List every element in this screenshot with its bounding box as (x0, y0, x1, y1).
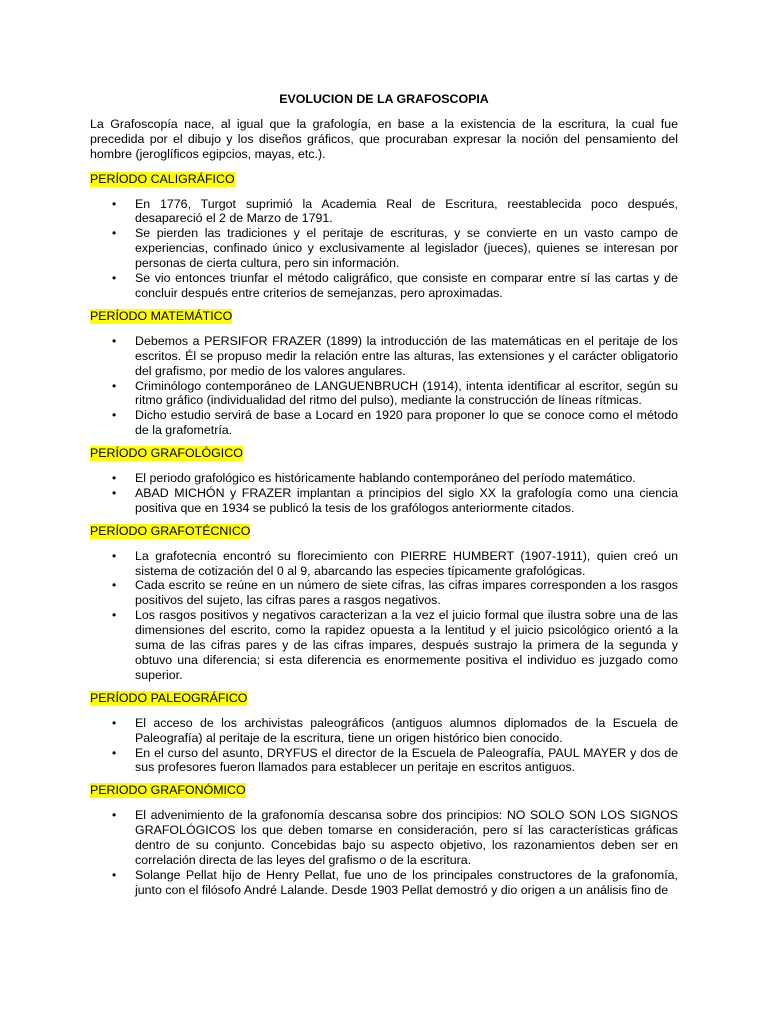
document-page (90, 92, 678, 906)
bullet-icon: • (112, 196, 117, 211)
bullet-item (90, 271, 678, 301)
bullet-item (90, 334, 678, 379)
bullet-text: Los rasgos positivos y negativos caracterizan a la vez el juicio formal que ilustra sobre una de las dimensiones del escrito, como la rapidez opuesta a la lentitud y el juicio psicológico orientó a la suma de las cifras pares y de las cifras impares, después sustrajo la primera de la segunda y obtuvo una diferencia; si esta diferencia es enormemente positiva el individuo es juzgado como superior. (135, 608, 678, 682)
bullet-text: Se pierden las tradiciones y el peritaje de escrituras, y se convierte en un vasto campo de experiencias, confinado único y exclusivamente al legislador (jueces), quienes se interesan por personas de cierta cultura, pero sin información. (135, 226, 678, 271)
bullet-text: Debemos a PERSIFOR FRAZER (1899) la introducción de las matemáticas en el peritaje de los escritos. Él se propuso medir la relación entre las alturas, las extensiones y el carácter obligatorio del grafismo, por medio de los valores angulares. (135, 333, 678, 378)
bullet-icon: • (112, 548, 117, 563)
bullet-item (90, 549, 678, 579)
section (90, 309, 678, 438)
bullet-item (90, 408, 678, 438)
bullet-list (90, 716, 678, 776)
bullet-text: En el curso del asunto, DRYFUS el director de la Escuela de Paleografía, PAUL MAYER y dos de sus profesores fueron llamados para establecer un peritaje en escritos antiguos. (135, 745, 678, 775)
section (90, 446, 678, 516)
bullet-icon: • (112, 745, 117, 760)
bullet-item (90, 868, 678, 898)
bullet-text: Solange Pellat hijo de Henry Pellat, fue uno de los principales constructores de la grafonomía, junto con el filósofo André Lalande. Desde 1903 Pellat demostró y dio origen a un análisis fino de (135, 867, 678, 897)
section (90, 691, 678, 776)
bullet-list (90, 197, 678, 301)
section (90, 783, 678, 897)
bullet-text: El acceso de los archivistas paleográficos (antiguos alumnos diplomados de la Escuela de Paleografía) al peritaje de la escritura, tiene un origen histórico bien conocido. (135, 715, 678, 745)
section-heading: PERÍODO GRAFOLÓGICO (90, 446, 243, 461)
bullet-icon: • (112, 271, 117, 286)
bullet-icon: • (112, 408, 117, 423)
bullet-item (90, 808, 678, 868)
section-heading: PERÍODO MATEMÁTICO (90, 308, 233, 323)
bullet-text: Se vio entonces triunfar el método caligráfico, que consiste en comparar entre sí las cartas y de concluir después entre criterios de semejanzas, pero aproximadas. (135, 271, 678, 300)
bullet-item (90, 471, 678, 486)
bullet-item (90, 746, 678, 776)
section-heading: PERÍODO GRAFOTÉCNICO (90, 523, 251, 538)
bullet-text: ABAD MICHÓN y FRAZER implantan a principios del siglo XX la grafología como una ciencia positiva que en 1934 se publicó la tesis de los grafólogos anteriormente citados. (135, 485, 678, 515)
bullet-list (90, 471, 678, 516)
bullet-icon: • (112, 608, 117, 623)
bullet-list (90, 334, 678, 438)
bullet-icon: • (112, 226, 117, 241)
bullet-text: Cada escrito se reúne en un número de siete cifras, las cifras impares corresponden a los rasgos positivos del sujeto, las cifras pares a rasgos negativos. (135, 578, 678, 608)
bullet-icon: • (112, 485, 117, 500)
bullet-item (90, 486, 678, 516)
section-heading: PERÍODO PALEOGRÁFICO (90, 690, 248, 705)
sections-container (90, 172, 678, 898)
bullet-icon: • (112, 808, 117, 823)
bullet-text: Criminólogo contemporáneo de LANGUENBRUCH (1914), intenta identificar al escritor, según su ritmo gráfico (individualidad del ritmo del pulso), mediante la construcción de líneas rítmicas. (135, 378, 678, 408)
section-heading: PERIODO GRAFONÓMICO (90, 783, 246, 798)
bullet-icon: • (112, 333, 117, 348)
bullet-list (90, 808, 678, 897)
document-title: EVOLUCION DE LA GRAFOSCOPIA (279, 92, 489, 106)
section-heading: PERÍODO CALIGRÁFICO (90, 171, 235, 186)
bullet-list (90, 549, 678, 683)
bullet-text: En 1776, Turgot suprimió la Academia Real de Escritura, reestablecida poco después, desapareció el 2 de Marzo de 1791. (135, 196, 678, 226)
section (90, 524, 678, 683)
bullet-item (90, 379, 678, 409)
bullet-icon: • (112, 867, 117, 882)
bullet-text: Dicho estudio servirá de base a Locard en 1920 para proponer lo que se conoce como el método de la grafometría. (135, 408, 678, 438)
bullet-icon: • (112, 471, 117, 486)
section (90, 172, 678, 301)
bullet-icon: • (112, 578, 117, 593)
bullet-icon: • (112, 378, 117, 393)
bullet-text: El advenimiento de la grafonomía descansa sobre dos principios: NO SOLO SON LOS SIGNOS GRAFOLÓGICOS los que deben tomarse en consideración, pero sí las características gráficas dentro de su conjunto. Concebidas bajo su aspecto objetivo, los razonamientos deben ser en correlación directa de las leyes del grafismo o de la escritura. (135, 808, 678, 867)
bullet-text: El periodo grafológico es históricamente hablando contemporáneo del período matemático. (135, 471, 636, 486)
bullet-item (90, 608, 678, 683)
bullet-item (90, 578, 678, 608)
bullet-item (90, 197, 678, 227)
bullet-text: La grafotecnia encontró su florecimiento con PIERRE HUMBERT (1907-1911), quien creó un sistema de cotización del 0 al 9, abarcando las especies típicamente grafológicas. (135, 548, 678, 578)
bullet-item (90, 716, 678, 746)
bullet-item (90, 226, 678, 271)
bullet-icon: • (112, 715, 117, 730)
intro-paragraph: La Grafoscopía nace, al igual que la grafología, en base a la existencia de la escritura, la cual fue precedida por el dibujo y los diseños gráficos, que procuraban expresar la noción del pensamiento del hombre (jeroglíficos egipcios, mayas, etc.). (90, 116, 678, 161)
